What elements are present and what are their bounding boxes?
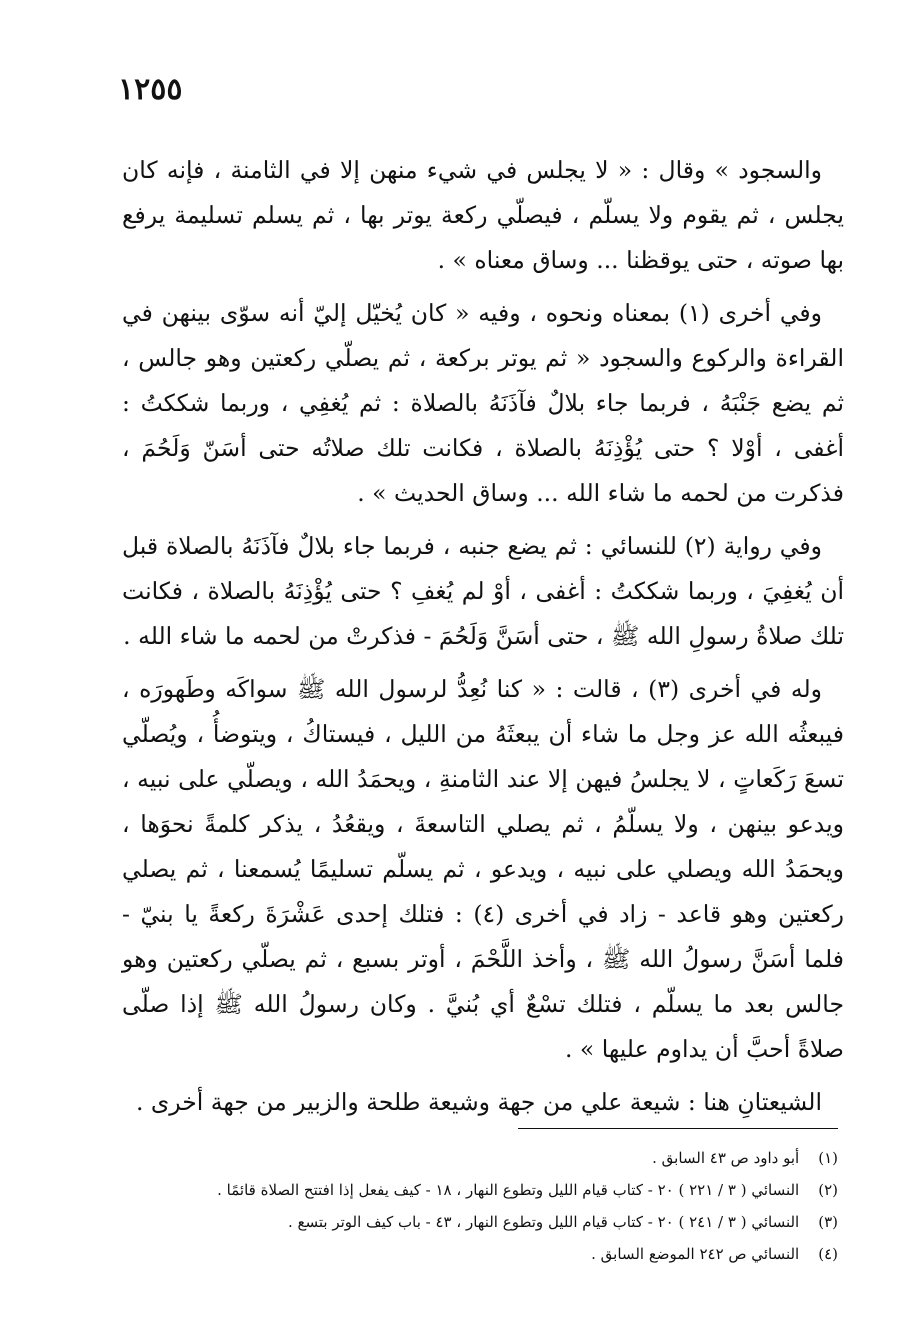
footnote-text: النسائي ص ٢٤٢ الموضع السابق .: [591, 1245, 800, 1263]
footnote-divider: [518, 1128, 838, 1129]
footnote-text: النسائي ( ٣ / ٢٢١ ) ٢٠ - كتاب قيام الليل وتطوع النهار ، ١٨ - كيف يفعل إذا افتتح الصلاة قائمًا .: [217, 1181, 800, 1199]
paragraph-5: الشيعتانِ هنا : شيعة علي من جهة وشيعة طلحة والزبير من جهة أخرى .: [135, 1088, 822, 1116]
footnote-4: [160, 1238, 838, 1270]
footnote-text: أبو داود ص ٤٣ السابق .: [652, 1149, 800, 1167]
paragraph-1: والسجود » وقال : « لا يجلس في شيء منهن إلا في الثامنة ، فإنه كان يجلس ، ثم يقوم ولا يسلّم ، فيصلّي ركعة يوتر بها ، ثم يسلم تسليمة يرفع بها صوته ، حتى يوقظنا ... وساق معناه » .: [122, 156, 844, 274]
paragraph-2: وفي أخرى (١) بمعناه ونحوه ، وفيه « كان يُخيّل إليّ أنه سوّى بينهن في القراءة والركوع والسجود « ثم يوتر بركعة ، ثم يصلّي ركعتين وهو جالس ، ثم يضع جَنْبَهُ ، فربما جاء بلالٌ فآذَنَهُ بالصلاة : ثم يُغفِي ، وربما شككتُ : أغفى ، أوْلا ؟ حتى يُؤْذِنَهُ بالصلاة ، فكانت تلك صلاتُه حتى أسَنّ وَلَحُمَ ، فذكرت من لحمه ما شاء الله ... وساق الحديث » .: [122, 299, 844, 507]
paragraph-4: وله في أخرى (٣) ، قالت : « كنا نُعِدُّ لرسول الله ﷺ سواكَه وطَهورَه ، فيبعثُه الله عز وجل ما شاء أن يبعثَهُ من الليل ، فيستاكُ ، ويتوضأُ ، ويُصلّي تسعَ رَكَعاتٍ ، لا يجلسُ فيهن إلا عند الثامنةِ ، ويحمَدُ الله ، ويصلّي على نبيه ، ويدعو بينهن ، ولا يسلّمُ ، ثم يصلي التاسعةَ ، ويقعُدُ ، يذكر كلمةً نحوَها ، ويحمَدُ الله ويصلي على نبيه ، ويدعو ، ثم يسلّم تسليمًا يُسمعنا ، ثم يصلي ركعتين وهو قاعد - زاد في أخرى (٤) : فتلك إحدى عَشْرَةَ ركعةً يا بنيّ - فلما أسَنَّ رسولُ الله ﷺ ، وأخذ اللَّحْمَ ، أوتر بسبع ، ثم يصلّي ركعتين وهو جالس بعد ما يسلّم ، فتلك تسْعٌ أي بُنيَّ . وكان رسولُ الله ﷺ إذا صلّى صلاةً أحبَّ أن يداوم عليها » .: [122, 675, 844, 1063]
footnote-1: [160, 1142, 838, 1174]
paragraph-3: وفي رواية (٢) للنسائي : ثم يضع جنبه ، فربما جاء بلالٌ فآذَنَهُ بالصلاة قبل أن يُغفِيَ ، وربما شككتُ : أغفى ، أوْ لم يُغفِ ؟ حتى يُؤْذِنَهُ بالصلاة ، فكانت تلك صلاةُ رسولِ الله ﷺ ، حتى أسَنَّ وَلَحُمَ - فذكرتْ من لحمه ما شاء الله .: [122, 532, 844, 650]
footnote-3: [160, 1206, 838, 1238]
footnotes: [160, 1142, 838, 1270]
page-number: ١٢٥٥: [118, 72, 183, 107]
footnote-text: النسائي ( ٣ / ٢٤١ ) ٢٠ - كتاب قيام الليل وتطوع النهار ، ٤٣ - باب كيف الوتر بتسع .: [287, 1213, 800, 1231]
footnote-number: (٤): [818, 1245, 838, 1263]
footnote-number: (٢): [818, 1181, 838, 1199]
footnote-number: (١): [818, 1149, 838, 1167]
main-text: [122, 148, 844, 1133]
footnote-2: [160, 1174, 838, 1206]
footnote-number: (٣): [818, 1213, 838, 1231]
